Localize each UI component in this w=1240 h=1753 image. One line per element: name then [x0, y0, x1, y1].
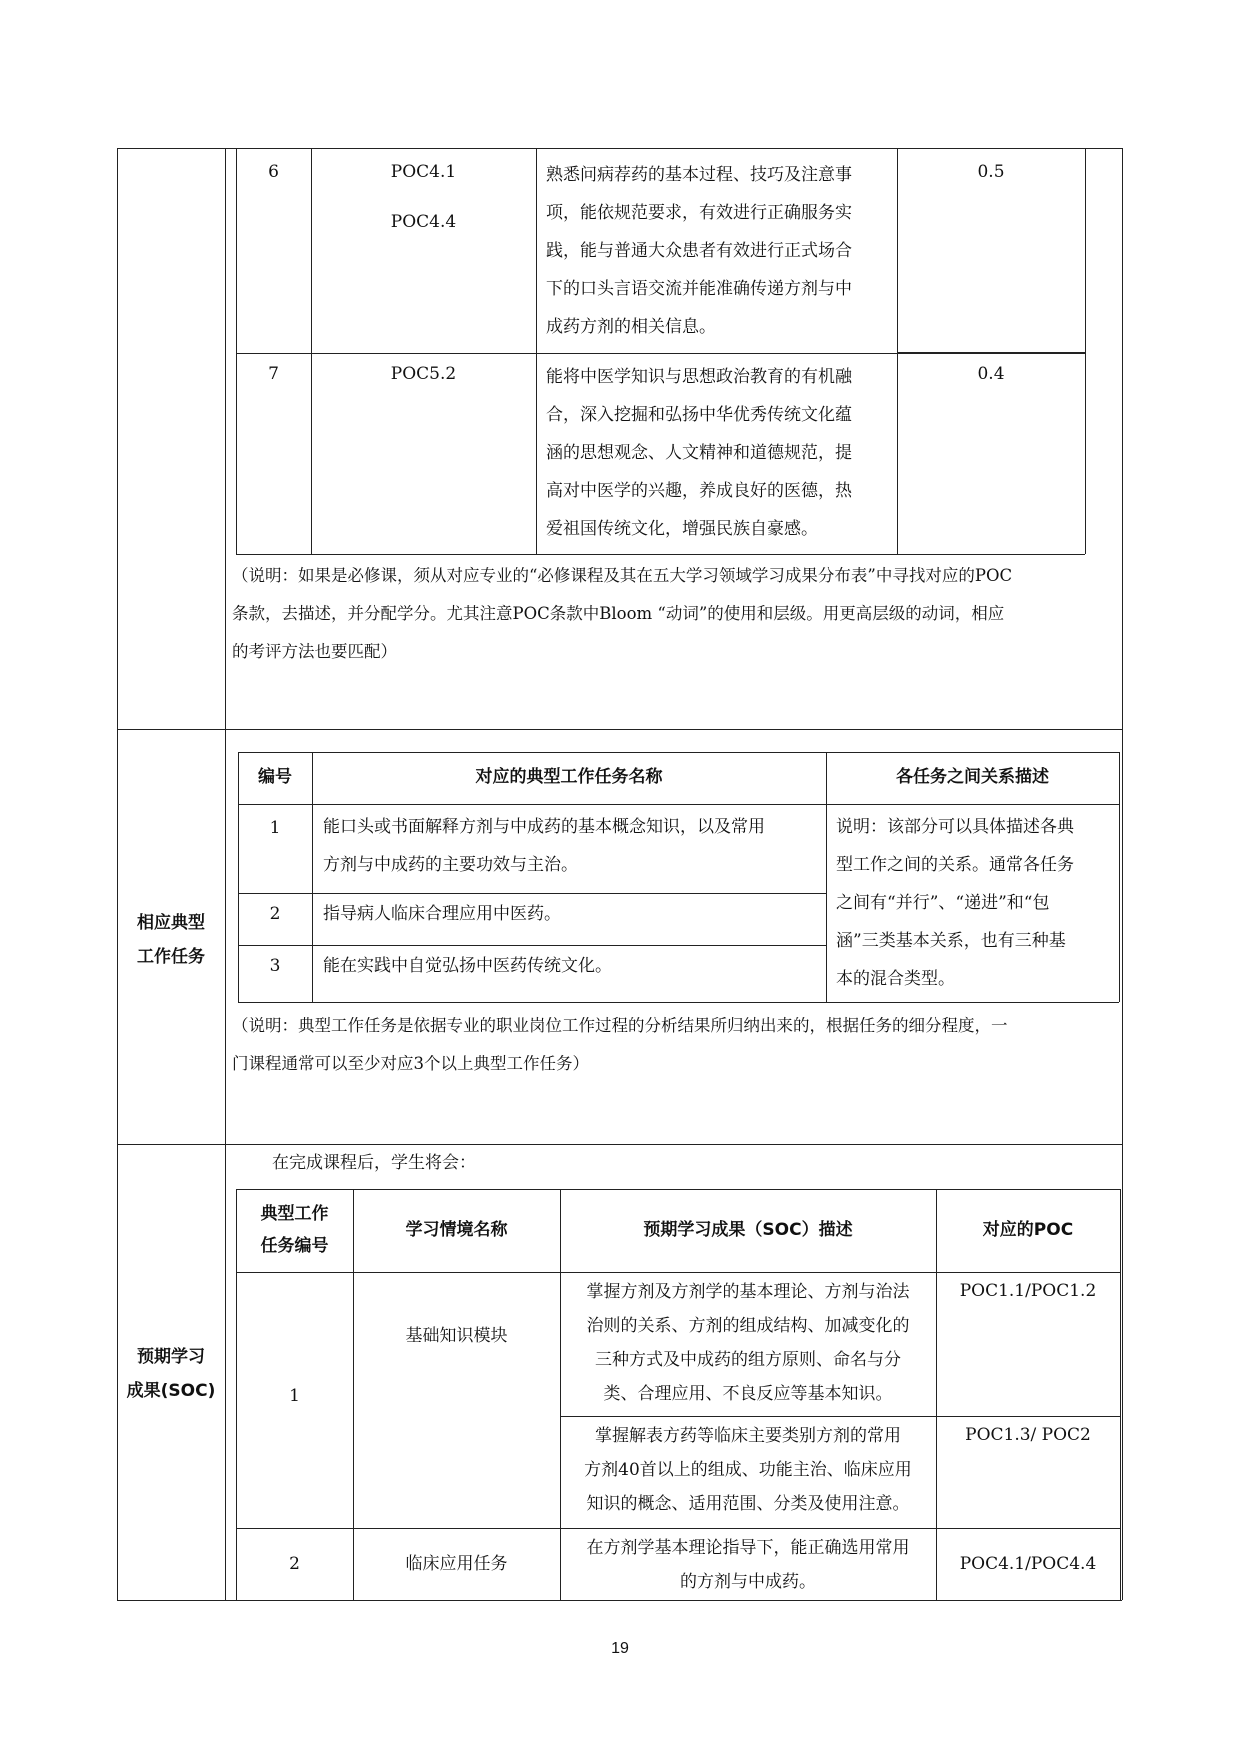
desc-line: 高对中医学的兴趣，养成良好的医德，热 — [546, 481, 852, 501]
soc-description — [560, 1419, 936, 1521]
task-name — [323, 808, 826, 884]
row-description — [546, 358, 898, 548]
header-line: 典型工作 — [260, 1204, 329, 1224]
soc-line: 知识的概念、适用范围、分类及使用注意。 — [586, 1494, 910, 1514]
soc-line: 的方剂与中成药。 — [680, 1572, 816, 1592]
section-divider-1 — [117, 729, 1122, 730]
desc-line: 下的口头言语交流并能准确传递方剂与中 — [546, 279, 852, 299]
soc-line: 掌握方剂及方剂学的基本理论、方剂与治法 — [586, 1282, 910, 1302]
relation-line: 本的混合类型。 — [836, 969, 955, 989]
soc-task-number: 1 — [289, 1386, 300, 1406]
table-line — [536, 148, 537, 554]
desc-line: 成药方剂的相关信息。 — [546, 317, 716, 337]
soc-description — [560, 1531, 936, 1599]
desc-line: 合，深入挖掘和弘扬中华优秀传统文化蕴 — [546, 405, 852, 425]
table-line — [238, 1002, 1119, 1003]
soc-line: 方剂40首以上的组成、功能主治、临床应用 — [584, 1460, 912, 1480]
table-line — [238, 752, 1119, 753]
label-line: 预期学习 — [137, 1347, 205, 1367]
relation-line: 之间有“并行”、“递进”和“包 — [836, 893, 1050, 913]
row-credit: 0.4 — [977, 364, 1005, 384]
table-line — [238, 945, 826, 946]
table-line — [1119, 752, 1120, 1002]
row-number: 7 — [268, 364, 279, 384]
table-line — [936, 1189, 937, 1600]
task-line: 能口头或书面解释方剂与中成药的基本概念知识，以及常用 — [323, 817, 765, 837]
task-number: 1 — [269, 818, 281, 838]
section-divider-2 — [117, 1144, 1122, 1145]
header-poc: 对应的POC — [982, 1220, 1074, 1240]
task-name: 指导病人临床合理应用中医药。 — [323, 904, 561, 924]
outer-bottom-border — [117, 1600, 1122, 1601]
header-number: 编号 — [258, 767, 292, 787]
header-relation: 各任务之间关系描述 — [896, 767, 1049, 787]
row-credit: 0.5 — [977, 162, 1005, 182]
relation-description — [836, 808, 1116, 998]
section-label-work-tasks — [117, 906, 225, 974]
note-line: 的考评方法也要匹配） — [232, 642, 397, 661]
note-line: （说明：典型工作任务是依据专业的职业岗位工作过程的分析结果所归纳出来的，根据任务的细分程度，一 — [232, 1016, 1008, 1035]
relation-line: 涵”三类基本关系，也有三种基 — [836, 931, 1066, 951]
soc-line: 三种方式及中成药的组方原则、命名与分 — [595, 1350, 901, 1370]
section2-note — [232, 1007, 1120, 1083]
soc-line: 治则的关系、方剂的组成结构、加减变化的 — [586, 1316, 910, 1336]
desc-line: 项，能依规范要求，有效进行正确服务实 — [546, 203, 852, 223]
desc-line: 爱祖国传统文化，增强民族自豪感。 — [546, 519, 818, 539]
note-line: 门课程通常可以至少对应3个以上典型工作任务） — [232, 1054, 589, 1073]
table-line — [1085, 148, 1086, 554]
table-line — [353, 1189, 354, 1600]
relation-line: 说明：该部分可以具体描述各典 — [836, 817, 1074, 837]
section-label-soc — [117, 1340, 225, 1408]
task-number: 3 — [269, 956, 281, 976]
soc-context: 临床应用任务 — [405, 1554, 508, 1574]
soc-poc: POC1.1/POC1.2 — [959, 1281, 1097, 1301]
table-line — [560, 1416, 1120, 1417]
desc-line: 熟悉问病荐药的基本过程、技巧及注意事 — [546, 165, 852, 185]
header-context: 学习情境名称 — [405, 1220, 508, 1240]
header-task-name: 对应的典型工作任务名称 — [475, 767, 663, 787]
row-poc: POC4.4 — [390, 212, 457, 232]
task-line: 方剂与中成药的主要功效与主治。 — [323, 855, 578, 875]
row-description — [546, 156, 898, 346]
soc-line: 在方剂学基本理论指导下，能正确选用常用 — [586, 1538, 910, 1558]
header-soc-desc: 预期学习成果（SOC）描述 — [643, 1220, 853, 1240]
table-line — [236, 353, 1085, 354]
task-name: 能在实践中自觉弘扬中医药传统文化。 — [323, 956, 612, 976]
row-poc: POC4.1 — [390, 162, 457, 182]
soc-line: 掌握解表方药等临床主要类别方剂的常用 — [595, 1426, 901, 1446]
table-line — [236, 1528, 1120, 1529]
soc-context: 基础知识模块 — [405, 1326, 508, 1346]
header-task-no — [236, 1198, 353, 1262]
row-poc: POC5.2 — [390, 364, 457, 384]
soc-poc: POC1.3/ POC2 — [965, 1425, 1091, 1445]
header-line: 任务编号 — [260, 1236, 329, 1256]
row-number: 6 — [268, 162, 279, 182]
outer-right-border — [1122, 148, 1123, 1600]
desc-line: 涵的思想观念、人文精神和道德规范，提 — [546, 443, 852, 463]
page-number: 19 — [611, 1640, 629, 1657]
label-line: 相应典型 — [137, 913, 205, 933]
table-line — [236, 148, 237, 554]
task-number: 2 — [269, 904, 281, 924]
table-line — [1120, 1189, 1121, 1600]
note-line: （说明：如果是必修课，须从对应专业的“必修课程及其在五大学习领域学习成果分布表”中寻找对应的POC — [232, 566, 1013, 585]
label-line: 工作任务 — [137, 947, 205, 967]
section1-note — [232, 557, 1120, 671]
table-line — [238, 893, 826, 894]
note-line: 条款，去描述，并分配学分。尤其注意POC条款中Bloom “动词”的使用和层级。用更高层级的动词，相应 — [232, 604, 1005, 623]
table-line — [236, 1189, 1120, 1190]
desc-line: 践，能与普通大众患者有效进行正式场合 — [546, 241, 852, 261]
table-line — [238, 804, 1119, 805]
soc-task-number: 2 — [289, 1554, 300, 1574]
soc-line: 类、合理应用、不良反应等基本知识。 — [603, 1384, 893, 1404]
desc-line: 能将中医学知识与思想政治教育的有机融 — [546, 367, 852, 387]
outer-top-border — [117, 148, 1122, 149]
soc-poc: POC4.1/POC4.4 — [959, 1554, 1097, 1574]
table-line — [236, 1272, 1120, 1273]
label-line: 成果(SOC) — [126, 1381, 216, 1401]
table-line — [236, 554, 1085, 555]
soc-intro: 在完成课程后，学生将会： — [272, 1153, 476, 1173]
relation-line: 型工作之间的关系。通常各任务 — [836, 855, 1074, 875]
soc-description — [560, 1275, 936, 1411]
label-column-divider — [225, 148, 226, 1600]
